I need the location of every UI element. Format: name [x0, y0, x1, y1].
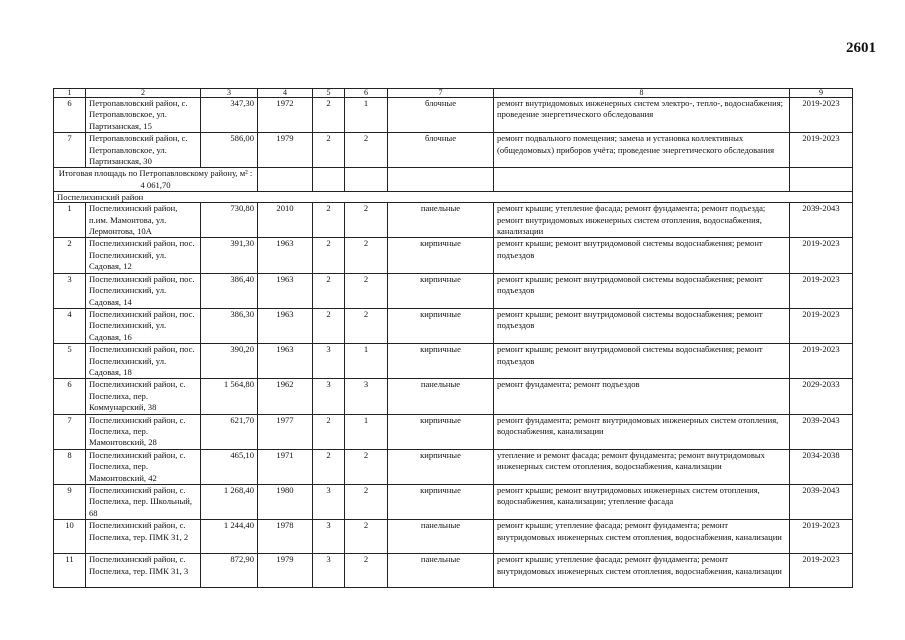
table-row	[54, 133, 853, 168]
address-cell: Петропавловский район, с. Петропавловское, ул. Партизанская, 30	[86, 133, 201, 168]
wall-material-cell: кирпичные	[388, 273, 494, 308]
entrances-cell: 2	[345, 449, 388, 484]
period-cell: 2019-2023	[790, 344, 853, 379]
address-cell: Поспелихинский район, пос. Поспелихинский, ул. Садовая, 14	[86, 273, 201, 308]
period-cell: 2019-2023	[790, 273, 853, 308]
area-cell: 347,30	[201, 98, 258, 133]
works-cell: ремонт крыши; утепление фасада; ремонт фундамента; ремонт внутридомовых инженерных систем отопления, водоснабжения, канализации	[494, 520, 790, 554]
district-total-value: 4 061,70	[140, 179, 171, 190]
column-number-row	[54, 89, 853, 98]
table-row	[54, 273, 853, 308]
year-cell: 1962	[258, 379, 313, 414]
year-cell: 2010	[258, 203, 313, 238]
row-number: 6	[54, 98, 86, 133]
year-cell: 1971	[258, 449, 313, 484]
wall-material-cell: кирпичные	[388, 308, 494, 343]
floors-cell: 3	[313, 554, 345, 588]
works-cell: ремонт подвального помещения; замена и установка коллективных (общедомовых) приборов учёта; проведение энергетического обследования	[494, 133, 790, 168]
page-number: 2601	[846, 40, 876, 56]
empty-cell	[388, 168, 494, 192]
works-cell: ремонт фундамента; ремонт подъездов	[494, 379, 790, 414]
housing-registry-table	[53, 88, 853, 588]
entrances-cell: 2	[345, 554, 388, 588]
entrances-cell: 1	[345, 414, 388, 449]
column-number: 9	[790, 89, 853, 98]
works-cell: ремонт крыши; ремонт внутридомовой системы водоснабжения; ремонт подъездов	[494, 273, 790, 308]
row-number: 11	[54, 554, 86, 588]
works-cell: ремонт крыши; ремонт внутридомовой системы водоснабжения; ремонт подъездов	[494, 308, 790, 343]
column-number: 1	[54, 89, 86, 98]
period-cell: 2039-2043	[790, 485, 853, 520]
period-cell: 2019-2023	[790, 520, 853, 554]
table-row	[54, 98, 853, 133]
floors-cell: 2	[313, 98, 345, 133]
address-cell: Поспелихинский район, пос. Поспелихинский, ул. Садовая, 12	[86, 238, 201, 273]
wall-material-cell: кирпичные	[388, 485, 494, 520]
row-number: 3	[54, 273, 86, 308]
column-number: 2	[86, 89, 201, 98]
district-total-text: Итоговая площадь по Петропавловскому району, м² :	[58, 168, 253, 179]
column-number: 8	[494, 89, 790, 98]
area-cell: 621,70	[201, 414, 258, 449]
works-cell: ремонт крыши; утепление фасада; ремонт фундамента; ремонт внутридомовых инженерных систем отопления, водоснабжения, канализации	[494, 554, 790, 588]
wall-material-cell: панельные	[388, 203, 494, 238]
row-number: 5	[54, 344, 86, 379]
entrances-cell: 3	[345, 379, 388, 414]
address-cell: Поспелихинский район, с. Поспелиха, тер. ПМК 31, 2	[86, 520, 201, 554]
row-number: 7	[54, 414, 86, 449]
empty-cell	[258, 168, 313, 192]
works-cell: ремонт крыши; утепление фасада; ремонт фундамента; ремонт подъезда; ремонт внутридомовых инженерных систем отопления, водоснабжения, канализации	[494, 203, 790, 238]
address-cell: Поспелихинский район, с. Поспелиха, пер. Коммунарский, 38	[86, 379, 201, 414]
table-row	[54, 238, 853, 273]
column-number: 7	[388, 89, 494, 98]
wall-material-cell: кирпичные	[388, 344, 494, 379]
empty-cell	[345, 168, 388, 192]
entrances-cell: 2	[345, 308, 388, 343]
address-cell: Поспелихинский район, пос. Поспелихинский, ул. Садовая, 16	[86, 308, 201, 343]
floors-cell: 2	[313, 414, 345, 449]
floors-cell: 2	[313, 273, 345, 308]
address-cell: Петропавловский район, с. Петропавловское, ул. Партизанская, 15	[86, 98, 201, 133]
works-cell: ремонт фундамента; ремонт внутридомовых инженерных систем отопления, водоснабжения, канализации	[494, 414, 790, 449]
period-cell: 2039-2043	[790, 203, 853, 238]
table-row	[54, 203, 853, 238]
address-cell: Поспелихинский район, с. Поспелиха, пер. Мамонтовский, 42	[86, 449, 201, 484]
entrances-cell: 2	[345, 133, 388, 168]
entrances-cell: 1	[345, 98, 388, 133]
period-cell: 2019-2023	[790, 554, 853, 588]
floors-cell: 2	[313, 203, 345, 238]
row-number: 8	[54, 449, 86, 484]
row-number: 9	[54, 485, 86, 520]
row-number: 6	[54, 379, 86, 414]
wall-material-cell: блочные	[388, 98, 494, 133]
works-cell: ремонт внутридомовых инженерных систем электро-, тепло-, водоснабжения; проведение энергетического обследования	[494, 98, 790, 133]
entrances-cell: 2	[345, 520, 388, 554]
row-number: 1	[54, 203, 86, 238]
year-cell: 1963	[258, 273, 313, 308]
year-cell: 1979	[258, 133, 313, 168]
period-cell: 2019-2023	[790, 133, 853, 168]
address-cell: Поспелихинский район, пос. Поспелихинский, ул. Садовая, 18	[86, 344, 201, 379]
district-total-row	[54, 168, 853, 192]
address-cell: Поспелихинский район, п.им. Мамонтова, ул. Лермонтова, 10А	[86, 203, 201, 238]
entrances-cell: 2	[345, 485, 388, 520]
column-number: 4	[258, 89, 313, 98]
period-cell: 2029-2033	[790, 379, 853, 414]
empty-cell	[313, 168, 345, 192]
area-cell: 465,10	[201, 449, 258, 484]
column-number: 3	[201, 89, 258, 98]
table-row	[54, 520, 853, 554]
row-number: 2	[54, 238, 86, 273]
district-title: Поспелихинский район	[54, 192, 853, 203]
wall-material-cell: кирпичные	[388, 414, 494, 449]
address-cell: Поспелихинский район, с. Поспелиха, тер. ПМК 31, 3	[86, 554, 201, 588]
row-number: 4	[54, 308, 86, 343]
entrances-cell: 1	[345, 344, 388, 379]
table-row	[54, 449, 853, 484]
year-cell: 1978	[258, 520, 313, 554]
area-cell: 1 564,80	[201, 379, 258, 414]
wall-material-cell: кирпичные	[388, 238, 494, 273]
works-cell: ремонт крыши; ремонт внутридомовой системы водоснабжения; ремонт подъездов	[494, 344, 790, 379]
floors-cell: 2	[313, 133, 345, 168]
area-cell: 872,90	[201, 554, 258, 588]
year-cell: 1977	[258, 414, 313, 449]
area-cell: 386,40	[201, 273, 258, 308]
column-number: 6	[345, 89, 388, 98]
year-cell: 1980	[258, 485, 313, 520]
area-cell: 1 244,40	[201, 520, 258, 554]
year-cell: 1963	[258, 308, 313, 343]
table-row	[54, 554, 853, 588]
floors-cell: 2	[313, 238, 345, 273]
address-cell: Поспелихинский район, с. Поспелиха, пер. Школьный, 68	[86, 485, 201, 520]
column-number: 5	[313, 89, 345, 98]
area-cell: 390,20	[201, 344, 258, 379]
floors-cell: 3	[313, 344, 345, 379]
area-cell: 1 268,40	[201, 485, 258, 520]
entrances-cell: 2	[345, 238, 388, 273]
floors-cell: 3	[313, 485, 345, 520]
table-row	[54, 344, 853, 379]
works-cell: ремонт крыши; ремонт внутридомовой системы водоснабжения; ремонт подъездов	[494, 238, 790, 273]
entrances-cell: 2	[345, 203, 388, 238]
row-number: 7	[54, 133, 86, 168]
works-cell: ремонт крыши; ремонт внутридомовых инженерных систем отопления, водоснабжения, канализации; утепление фасада	[494, 485, 790, 520]
floors-cell: 3	[313, 520, 345, 554]
empty-cell	[790, 168, 853, 192]
table-row	[54, 485, 853, 520]
address-cell: Поспелихинский район, с. Поспелиха, пер. Мамонтовский, 28	[86, 414, 201, 449]
period-cell: 2019-2023	[790, 308, 853, 343]
table-row	[54, 414, 853, 449]
period-cell: 2034-2038	[790, 449, 853, 484]
year-cell: 1963	[258, 344, 313, 379]
area-cell: 730,80	[201, 203, 258, 238]
entrances-cell: 2	[345, 273, 388, 308]
wall-material-cell: блочные	[388, 133, 494, 168]
year-cell: 1972	[258, 98, 313, 133]
period-cell: 2019-2023	[790, 98, 853, 133]
year-cell: 1963	[258, 238, 313, 273]
area-cell: 391,30	[201, 238, 258, 273]
floors-cell: 2	[313, 449, 345, 484]
area-cell: 386,30	[201, 308, 258, 343]
period-cell: 2019-2023	[790, 238, 853, 273]
area-cell: 586,00	[201, 133, 258, 168]
empty-cell	[494, 168, 790, 192]
wall-material-cell: панельные	[388, 520, 494, 554]
floors-cell: 3	[313, 379, 345, 414]
table-row	[54, 308, 853, 343]
floors-cell: 2	[313, 308, 345, 343]
district-header-row	[54, 192, 853, 203]
table-row	[54, 379, 853, 414]
wall-material-cell: панельные	[388, 379, 494, 414]
wall-material-cell: кирпичные	[388, 449, 494, 484]
wall-material-cell: панельные	[388, 554, 494, 588]
period-cell: 2039-2043	[790, 414, 853, 449]
district-total-label	[54, 168, 258, 192]
row-number: 10	[54, 520, 86, 554]
works-cell: утепление и ремонт фасада; ремонт фундамента; ремонт внутридомовых инженерных систем отопления, водоснабжения, канализации	[494, 449, 790, 484]
year-cell: 1979	[258, 554, 313, 588]
